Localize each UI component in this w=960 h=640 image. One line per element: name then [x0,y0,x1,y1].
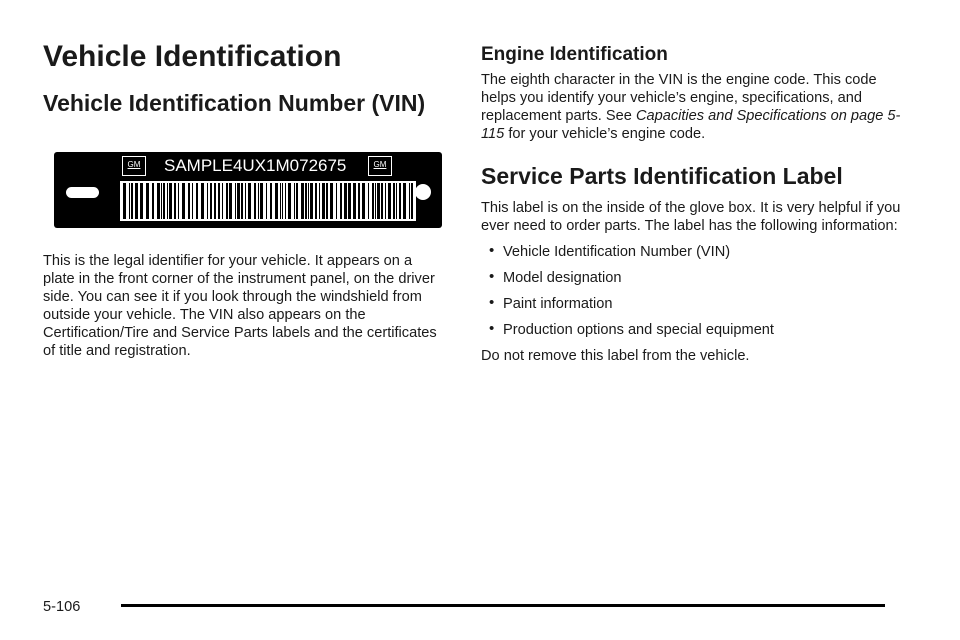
barcode-bar [135,183,138,219]
barcode-bar [237,183,240,219]
bullet-icon: • [489,320,495,337]
barcode-bar [235,183,236,219]
barcode-bar [330,183,333,219]
barcode-bar [157,183,160,219]
list-item: • Paint information [489,294,613,312]
barcode-bar [131,183,133,219]
list-item: • Model designation [489,268,622,286]
barcode-bar [146,183,149,219]
barcode-bar [310,183,313,219]
page-title: Vehicle Identification [43,40,342,73]
barcode-bar [258,183,259,219]
plate-slot [66,187,99,198]
barcode-bar [161,183,162,219]
barcode-bar [196,183,198,219]
footer-rule [121,604,885,607]
barcode-bar [308,183,309,219]
engine-heading: Engine Identification [481,44,668,65]
barcode-bar [254,183,256,219]
barcode-bar [260,183,263,219]
barcode-bar [301,183,304,219]
barcode-bar [326,183,328,219]
barcode-bar [248,183,251,219]
barcode-bar [282,183,283,219]
barcode-bar [348,183,351,219]
barcode-bar [368,183,369,219]
barcode-bar [129,183,130,219]
barcode-bar [362,183,365,219]
barcode-bar [163,183,165,219]
barcode-bar [123,183,126,219]
plate-hole [415,184,431,200]
barcode-bar [336,183,337,219]
barcode-bar [152,183,154,219]
barcode-bar [388,183,391,219]
barcode-bar [399,183,401,219]
barcode-bar [178,183,179,219]
service-parts-heading: Service Parts Identification Label [481,163,843,189]
bullet-icon: • [489,268,495,285]
list-item: • Vehicle Identification Number (VIN) [489,242,731,260]
barcode-bar [377,183,380,219]
gm-logo-right: GM [368,156,392,176]
barcode-bar [275,183,278,219]
barcode-bar [372,183,374,219]
barcode-bar [375,183,376,219]
bullet-icon: • [489,242,495,259]
engine-text-2: for your vehicle’s engine code. [504,126,706,142]
barcode-bar [210,183,212,219]
engine-description [481,71,901,143]
gm-logo-left: GM [122,156,146,176]
vin-barcode [120,181,416,221]
barcode-bar [207,183,208,219]
barcode-bar [169,183,172,219]
barcode-bar [188,183,190,219]
barcode-bar [403,183,406,219]
barcode-bar [226,183,228,219]
vin-plate-number: SAMPLE4UX1M072675 [164,156,347,175]
vin-description: This is the legal identifier for your vehicle. It appears on a plate in the front corner of the instrument panel, on the driver side. You can see it if you look through the windshield from outside your vehicle. The VIN also appears on the Certification/Tire and Service Parts labels and the certificates of title and registration. [43,253,437,359]
barcode-bar [167,183,168,219]
barcode-bar [218,183,220,219]
barcode-bar [319,183,320,219]
service-parts-list [481,243,901,339]
barcode-bar [322,183,325,219]
service-parts-intro: This label is on the inside of the glove box. It is very helpful if you ever need to order parts. The label has the following information: [481,200,901,234]
barcode-bar [214,183,216,219]
barcode-bar [140,183,143,219]
barcode-bar [396,183,397,219]
barcode-bar [182,183,185,219]
barcode-bar [296,183,298,219]
barcode-bar [174,183,176,219]
vin-plate-illustration [54,152,442,228]
list-item: • Production options and special equipment [489,320,774,338]
right-column [481,44,901,365]
barcode-bar [270,183,272,219]
barcode-bar [294,183,295,219]
barcode-bar [222,183,223,219]
barcode-bar [245,183,246,219]
barcode-bar [305,183,307,219]
barcode-bar [201,183,204,219]
barcode-bar [285,183,286,219]
page-number: 5-106 [43,599,81,615]
barcode-bar [266,183,267,219]
capacities-reference-link[interactable]: Capacities and Specifications on page 5-115 [481,108,901,142]
barcode-bar [280,183,281,219]
barcode-bar [192,183,193,219]
barcode-bar [229,183,232,219]
vin-heading: Vehicle Identification Number (VIN) [43,90,426,116]
barcode-bar [381,183,383,219]
barcode-bar [241,183,243,219]
barcode-bar [353,183,356,219]
bullet-icon: • [489,294,495,311]
left-column [43,40,443,360]
barcode-bar [344,183,347,219]
barcode-bar [315,183,317,219]
barcode-bar [409,183,410,219]
barcode-bar [393,183,395,219]
barcode-bar [385,183,386,219]
barcode-bar [358,183,360,219]
barcode-bar [411,183,413,219]
service-parts-closing: Do not remove this label from the vehicle. [481,348,750,364]
barcode-bar [288,183,291,219]
barcode-bar [340,183,342,219]
engine-text-1: The eighth character in the VIN is the engine code. This code helps you identify your vehicle’s engine, specifications, and replacement parts. See [481,72,877,124]
